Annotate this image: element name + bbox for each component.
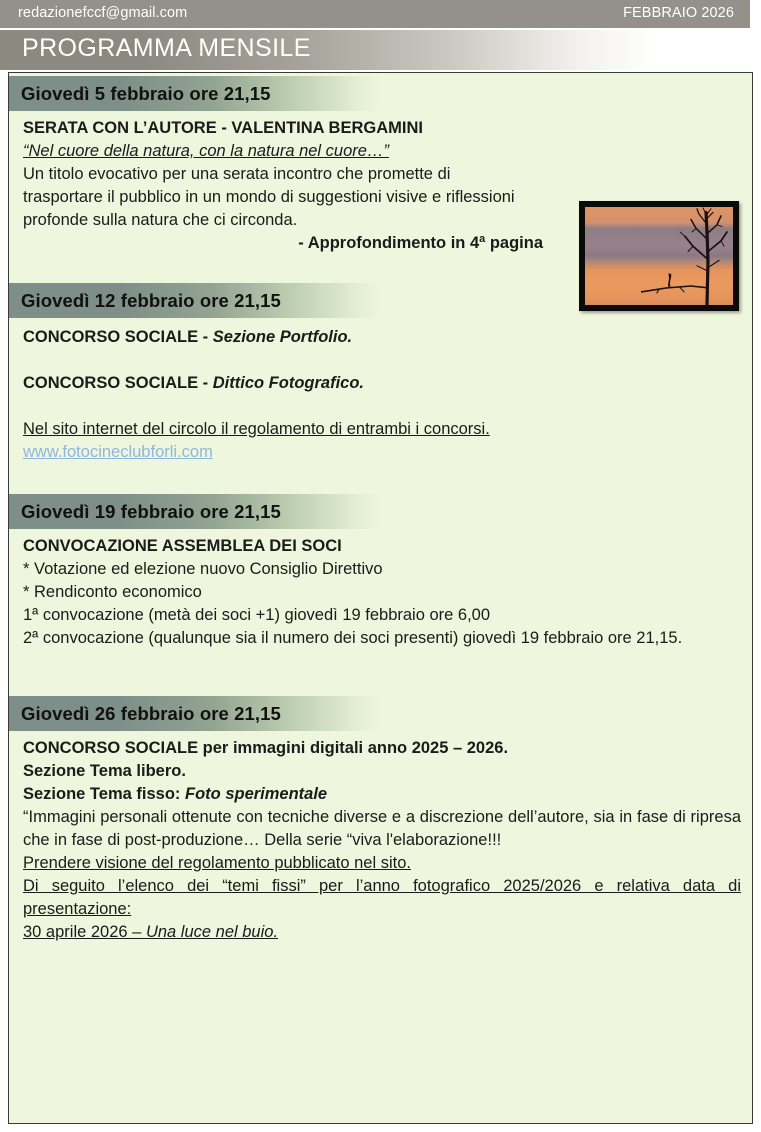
contest-2-prefix: CONCORSO SOCIALE - [23,374,213,392]
page-title: PROGRAMMA MENSILE [22,34,311,62]
low-branch-icon [641,284,709,294]
assembly-item-1: * Votazione ed elezione nuovo Consiglio Direttivo [23,560,383,578]
contest-description: “Immagini personali ottenute con tecniche diverse e a discrezione dell’autore, sia in fase di ripresa che in fase di post-produzione… Della serie “viva l'elaborazione!!! [23,808,741,849]
assembly-call-1: 1ª convocazione (metà dei soci +1) giovedì 19 febbraio ore 6,00 [23,606,491,624]
date-label: Giovedì 19 febbraio ore 21,15 [21,501,281,522]
digital-contest-title: CONCORSO SOCIALE per immagini digitali anno 2025 – 2026. [23,739,509,757]
programma-mensile-banner [0,30,761,70]
spacer [23,349,623,372]
event-note: - Approfondimento in 4ª pagina [298,234,543,252]
date-label: Giovedì 12 febbraio ore 21,15 [21,290,281,311]
event-text-line-1: Un titolo evocativo per una serata incontro che promette di [23,165,451,183]
masthead-month: FEBBRAIO 2026 [623,5,734,21]
sunset-photo [585,207,733,305]
program-sheet [8,72,753,1124]
theme-date: 30 aprile 2026 – [23,923,146,941]
date-header-feb-26 [9,696,381,731]
website-link-row[interactable] [23,441,623,464]
regulation-note: Prendere visione del regolamento pubblicato nel sito. [23,854,411,872]
date-header-feb-19 [9,494,381,529]
event-title: SERATA CON L’AUTORE - VALENTINA BERGAMINI [23,119,423,137]
event-body-feb-26 [23,737,741,944]
assembly-item-2: * Rendiconto economico [23,583,202,601]
assembly-call-2: 2ª convocazione (qualunque sia il numero dei soci presenti) giovedì 19 febbraio ore 21,15. [23,629,683,647]
website-link[interactable]: www.fotocineclubforli.com [23,443,213,461]
free-theme-section: Sezione Tema libero. [23,762,186,780]
event-body-feb-5 [23,117,583,255]
themes-list-note: Di seguito l’elenco dei “temi fissi” per l’anno fotografico 2025/2026 e relativa data di presentazione: [23,877,741,918]
theme-title: Una luce nel buio. [145,923,279,941]
event-body-feb-12 [23,326,623,464]
event-photo-frame [579,201,739,311]
event-text-line-2: trasportare il pubblico in un mondo di suggestioni visive e riflessioni [23,188,515,206]
date-label: Giovedì 26 febbraio ore 21,15 [21,703,281,724]
date-label: Giovedì 5 febbraio ore 21,15 [21,83,271,104]
regulation-note: Nel sito internet del circolo il regolamento di entrambi i concorsi. [23,420,490,438]
masthead [0,0,750,28]
spacer [23,395,623,418]
date-header-feb-5 [9,76,381,111]
fixed-theme-value: Foto sperimentale [185,785,328,803]
event-body-feb-19 [23,535,753,650]
assembly-title: CONVOCAZIONE ASSEMBLEA DEI SOCI [23,537,342,555]
event-text-line-3: profonde sulla natura che ci circonda. [23,211,298,229]
event-subtitle: “Nel cuore della natura, con la natura nel cuore…” [23,142,389,160]
date-header-feb-12 [9,283,381,318]
contest-1-name: Sezione Portfolio. [212,328,353,346]
contest-2-name: Dittico Fotografico. [212,374,365,392]
masthead-email: redazionefccf@gmail.com [18,5,188,21]
fixed-theme-label: Sezione Tema fisso: [23,785,185,803]
contest-1-prefix: CONCORSO SOCIALE - [23,328,213,346]
